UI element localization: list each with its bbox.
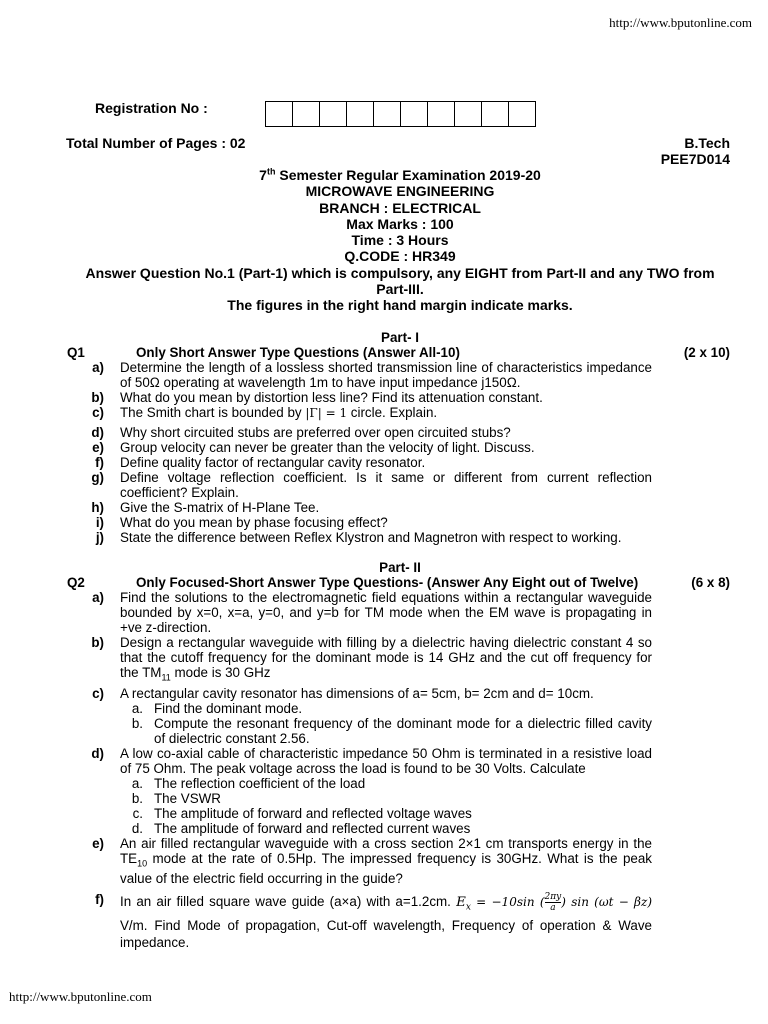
semester-sup: th <box>266 166 276 177</box>
sub-label: d. <box>131 820 143 836</box>
item-label: e) <box>92 440 104 455</box>
semester-line <box>60 167 740 183</box>
semester-text: Semester Regular Examination 2019-20 <box>275 167 541 183</box>
q2-item-f <box>60 892 740 951</box>
instruction-1: Answer Question No.1 (Part-1) which is compulsory, any EIGHT from Part-II and any TWO from Part-III. <box>85 264 715 298</box>
source-url-top[interactable]: http://www.bputonline.com <box>609 15 752 30</box>
item-text-post: mode is 30 GHz <box>170 665 271 680</box>
branch: BRANCH : ELECTRICAL <box>319 199 481 216</box>
sub-item <box>120 821 652 836</box>
item-text: Find the solutions to the electromagnetic field equations within a rectangular waveguide bounded by x=0, x=a, y=0, and y=b for TM mode when the EM wave is propagating in +ve z-direction. <box>120 590 652 635</box>
item-label: f) <box>95 455 104 470</box>
q2-item-b <box>60 635 740 686</box>
qcode: Q.CODE : HR349 <box>344 248 456 265</box>
item-text <box>120 892 652 951</box>
formula-mid: = −10sin ( <box>470 895 545 910</box>
field-symbol: E <box>456 895 466 911</box>
sub-item <box>120 806 652 821</box>
item-text-post: mode at the rate of 0.5Hp. The impressed frequency is 30GHz. What is the peak value of the electric field occurring in the guide? <box>120 850 652 887</box>
q2-item-d <box>60 746 740 836</box>
item-label: f) <box>95 892 104 908</box>
part-1-heading: Part- I <box>381 330 419 345</box>
item-text: Determine the length of a lossless shorted transmission line of characteristics impedance of 50Ω operating at wavelength 1m to have input impedance j150Ω. <box>120 360 652 390</box>
fraction <box>545 892 562 913</box>
semester-number: 7 <box>259 167 267 183</box>
item-text-post: circle. Explain. <box>347 405 438 420</box>
item-label: b) <box>91 635 104 650</box>
sub-label: a. <box>131 775 143 791</box>
reg-box[interactable] <box>428 102 455 126</box>
q1-item-a <box>60 360 740 390</box>
sub-text: The reflection coefficient of the load <box>154 775 366 791</box>
fraction-numerator: 2πy <box>544 892 562 903</box>
sub-text: The amplitude of forward and reflected current waves <box>154 820 471 836</box>
item-body <box>120 686 652 746</box>
sub-text: Compute the resonant frequency of the dominant mode for a dielectric filled cavity of dielectric constant 2.56. <box>154 715 652 746</box>
q1-item-j <box>60 530 740 545</box>
reg-box[interactable] <box>266 102 293 126</box>
item-text <box>120 836 652 887</box>
item-label: i) <box>95 515 104 530</box>
subject: MICROWAVE ENGINEERING <box>305 183 495 200</box>
gamma-formula: |Γ| = 1 <box>305 406 348 420</box>
time: Time : 3 Hours <box>351 232 449 249</box>
question-content <box>60 330 740 951</box>
q1-item-d <box>60 425 740 440</box>
item-text: Why short circuited stubs are preferred over open circuited stubs? <box>120 425 511 440</box>
item-text: What do you mean by phase focusing effect? <box>120 515 388 530</box>
registration-label: Registration No : <box>95 100 208 116</box>
item-label: d) <box>91 745 104 761</box>
item-body <box>120 746 652 836</box>
item-text-pre: In an air filled square wave guide (a×a) with a=1.2cm. <box>120 894 457 910</box>
reg-box[interactable] <box>509 102 535 126</box>
degree: B.Tech <box>684 135 730 151</box>
item-text: Give the S-matrix of H-Plane Tee. <box>120 500 320 515</box>
q2-title: Only Focused-Short Answer Type Questions- (Answer Any Eight out of Twelve) <box>136 575 639 590</box>
q1-item-e <box>60 440 740 455</box>
reg-box[interactable] <box>293 102 320 126</box>
sub-label: a. <box>131 700 143 716</box>
item-text: A rectangular cavity resonator has dimensions of a= 5cm, b= 2cm and d= 10cm. <box>120 685 594 701</box>
sub-text: The amplitude of forward and reflected voltage waves <box>154 805 472 821</box>
item-label: j) <box>95 530 104 545</box>
item-label: a) <box>92 590 104 605</box>
item-text <box>120 635 652 686</box>
mode-subscript: 11 <box>161 672 171 683</box>
exam-header <box>60 167 740 314</box>
item-label: a) <box>92 360 104 375</box>
sub-item <box>120 776 652 791</box>
item-text: What do you mean by distortion less line? Find its attenuation constant. <box>120 390 543 405</box>
item-label: d) <box>91 425 104 440</box>
source-url-bottom[interactable]: http://www.bputonline.com <box>9 989 152 1004</box>
reg-box[interactable] <box>401 102 428 126</box>
max-marks: Max Marks : 100 <box>346 215 454 232</box>
item-label: e) <box>92 835 104 851</box>
item-text: Define quality factor of rectangular cavity resonator. <box>120 455 426 470</box>
sub-label: b. <box>131 790 143 806</box>
item-text: Group velocity can never be greater than the velocity of light. Discuss. <box>120 440 535 455</box>
item-text-pre: An air filled rectangular waveguide with a cross section 2×1 cm transports energy in the TE <box>120 835 652 866</box>
q1-number: Q1 <box>67 345 85 360</box>
sub-item <box>120 791 652 806</box>
item-label: b) <box>91 390 104 405</box>
q1-item-b <box>60 390 740 405</box>
sub-label: c. <box>132 805 143 821</box>
item-label: g) <box>91 470 104 485</box>
field-subscript: x <box>465 903 471 914</box>
q1-title: Only Short Answer Type Questions (Answer All-10) <box>136 345 460 360</box>
mode-subscript: 10 <box>137 858 148 869</box>
q2-item-a <box>60 590 740 635</box>
total-pages: Total Number of Pages : 02 <box>66 135 246 151</box>
reg-box[interactable] <box>347 102 374 126</box>
q2-header <box>60 575 740 590</box>
q1-item-c <box>60 405 740 421</box>
part-2-heading: Part- II <box>379 560 421 575</box>
q1-item-f <box>60 455 740 470</box>
course-code: PEE7D014 <box>660 151 730 167</box>
registration-number-boxes[interactable] <box>265 101 536 127</box>
item-text-pre: Design a rectangular waveguide with filling by a dielectric having dielectric constant 4 so that the cutoff frequency for the dominant mode is 14 GHz and the cut off frequency for the TM <box>120 635 652 680</box>
item-label: c) <box>92 405 104 420</box>
sub-item <box>120 716 652 746</box>
item-label: h) <box>91 500 104 515</box>
item-text <box>120 405 652 421</box>
item-label: c) <box>92 685 104 701</box>
q2-marks: (6 x 8) <box>691 575 730 590</box>
instruction-2: The figures in the right hand margin indicate marks. <box>227 297 573 314</box>
q2-item-e <box>60 836 740 887</box>
q1-item-h <box>60 500 740 515</box>
q2-number: Q2 <box>67 575 85 590</box>
degree-block <box>661 135 730 167</box>
sub-label: b. <box>131 715 143 731</box>
reg-box[interactable] <box>455 102 482 126</box>
q1-marks: (2 x 10) <box>683 345 730 360</box>
reg-box[interactable] <box>374 102 401 126</box>
item-text: State the difference between Reflex Klystron and Magnetron with respect to working. <box>120 530 622 545</box>
item-text-post: V/m. Find Mode of propagation, Cut-off wavelength, Frequency of operation & Wave impedance. <box>120 918 652 951</box>
sub-text: Find the dominant mode. <box>154 700 303 716</box>
item-text: A low co-axial cable of characteristic impedance 50 Ohm is terminated in a resistive load of 75 Ohm. The peak voltage across the load is found to be 30 Volts. Calculate <box>120 745 652 776</box>
q1-item-g <box>60 470 740 500</box>
sub-text: The VSWR <box>154 790 221 806</box>
item-text: Define voltage reflection coefficient. Is it same or different from current reflection coefficient? Explain. <box>120 470 652 500</box>
q1-header <box>60 345 740 360</box>
formula-end: ) sin (ωt − βz) <box>561 895 653 910</box>
reg-box[interactable] <box>482 102 509 126</box>
item-text-pre: The Smith chart is bounded by <box>120 405 306 420</box>
q2-item-c <box>60 686 740 746</box>
q1-item-i <box>60 515 740 530</box>
reg-box[interactable] <box>320 102 347 126</box>
sub-item <box>120 701 652 716</box>
fraction-denominator: a <box>550 903 556 914</box>
